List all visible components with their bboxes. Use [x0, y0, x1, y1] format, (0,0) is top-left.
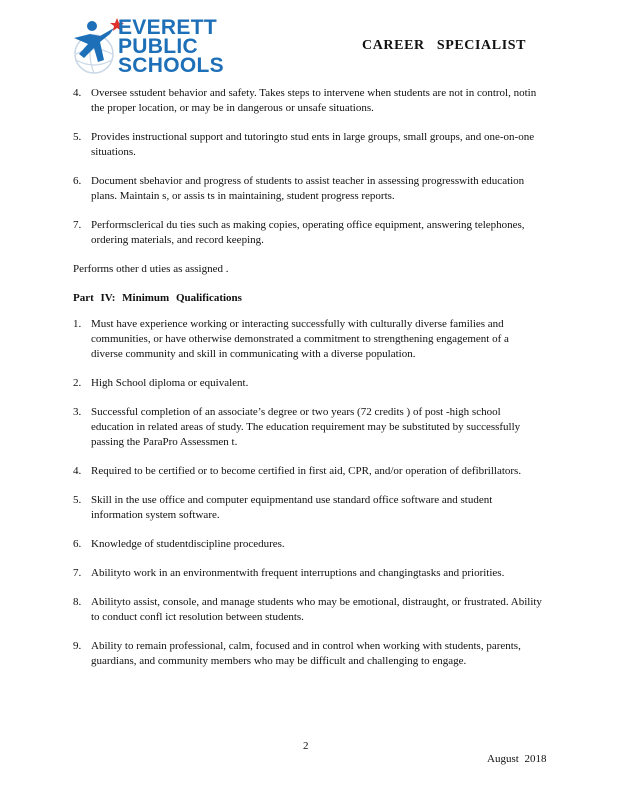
list-number: 3. [73, 406, 82, 418]
list-number: 1. [73, 318, 82, 330]
list-item [73, 639, 543, 669]
list-item [73, 130, 543, 160]
list-item [73, 86, 543, 116]
list-item [73, 537, 543, 552]
list-number: 6. [73, 175, 82, 187]
everett-public-schools-logo [70, 14, 240, 80]
list-item [73, 218, 543, 248]
list-text: Provides instructional support and tutoringto stud ents in large groups, small groups, and one-on-one situations. [91, 131, 535, 158]
list-number: 7. [73, 219, 82, 231]
other-duties-text: Performs other d uties as assigned . [73, 263, 229, 275]
list-number: 4. [73, 465, 82, 477]
list-item [73, 464, 543, 479]
list-item [73, 566, 543, 581]
logo-line: PUBLIC [118, 35, 198, 58]
logo-wordmark [118, 18, 224, 75]
list-number: 2. [73, 377, 82, 389]
document-title: CAREER SPECIALIST [362, 38, 527, 53]
list-text: Abilityto work in an environmentwith frequent interruptions and changingtasks and priorities. [91, 567, 505, 579]
list-text: Knowledge of studentdiscipline procedures. [91, 538, 285, 550]
list-text: Required to be certified or to become certified in first aid, CPR, and/or operation of defibrillators. [91, 465, 522, 477]
list-number: 6. [73, 538, 82, 550]
list-item [73, 174, 543, 204]
duties-list [73, 86, 543, 248]
document-body [73, 86, 543, 683]
list-item [73, 595, 543, 625]
list-number: 7. [73, 567, 82, 579]
list-text: Skill in the use office and computer equipmentand use standard office software and student information system software. [91, 494, 493, 521]
list-item [73, 376, 543, 391]
list-item [73, 317, 543, 362]
list-number: 4. [73, 87, 82, 99]
logo-line: SCHOOLS [118, 54, 224, 77]
logo-line: EVERETT [118, 16, 217, 39]
list-text: High School diploma or equivalent. [91, 377, 249, 389]
qualifications-list [73, 317, 543, 669]
list-number: 8. [73, 596, 82, 608]
list-text: Document sbehavior and progress of students to assist teacher in assessing progresswith education plans. Maintain s, or assis ts in maintaining, student progress reports. [91, 175, 525, 202]
page-number: 2 [303, 740, 309, 752]
footer-date: August 2018 [487, 753, 547, 765]
list-text: Must have experience working or interacting successfully with culturally diverse families and communities, or have otherwise demonstrated a commitment to strengthening engagement of a diverse community and skill in communicating with a diverse population. [91, 318, 509, 360]
list-text: Oversee sstudent behavior and safety. Takes steps to intervene when students are not in control, notin the proper location, or may be in dangerous or unsafe situations. [91, 87, 537, 114]
list-text: Ability to remain professional, calm, focused and in control when working with students, parents, guardians, and community members who may be difficult and challenging to engage. [91, 640, 521, 667]
list-number: 5. [73, 494, 82, 506]
list-number: 9. [73, 640, 82, 652]
list-text: Performsclerical du ties such as making copies, operating office equipment, answering telephones, ordering materials, and record keeping. [91, 219, 525, 246]
section-heading: Part IV: Minimum Qualifications [73, 292, 242, 304]
list-text: Abilityto assist, console, and manage students who may be emotional, distraught, or frustrated. Ability to conduct confl ict resolution between students. [91, 596, 542, 623]
list-number: 5. [73, 131, 82, 143]
list-item [73, 493, 543, 523]
list-text: Successful completion of an associate’s degree or two years (72 credits ) of post -high school education in related areas of study. The education requirement may be substituted by successfully passing the ParaPro Assessmen t. [91, 406, 521, 448]
list-item [73, 405, 543, 450]
